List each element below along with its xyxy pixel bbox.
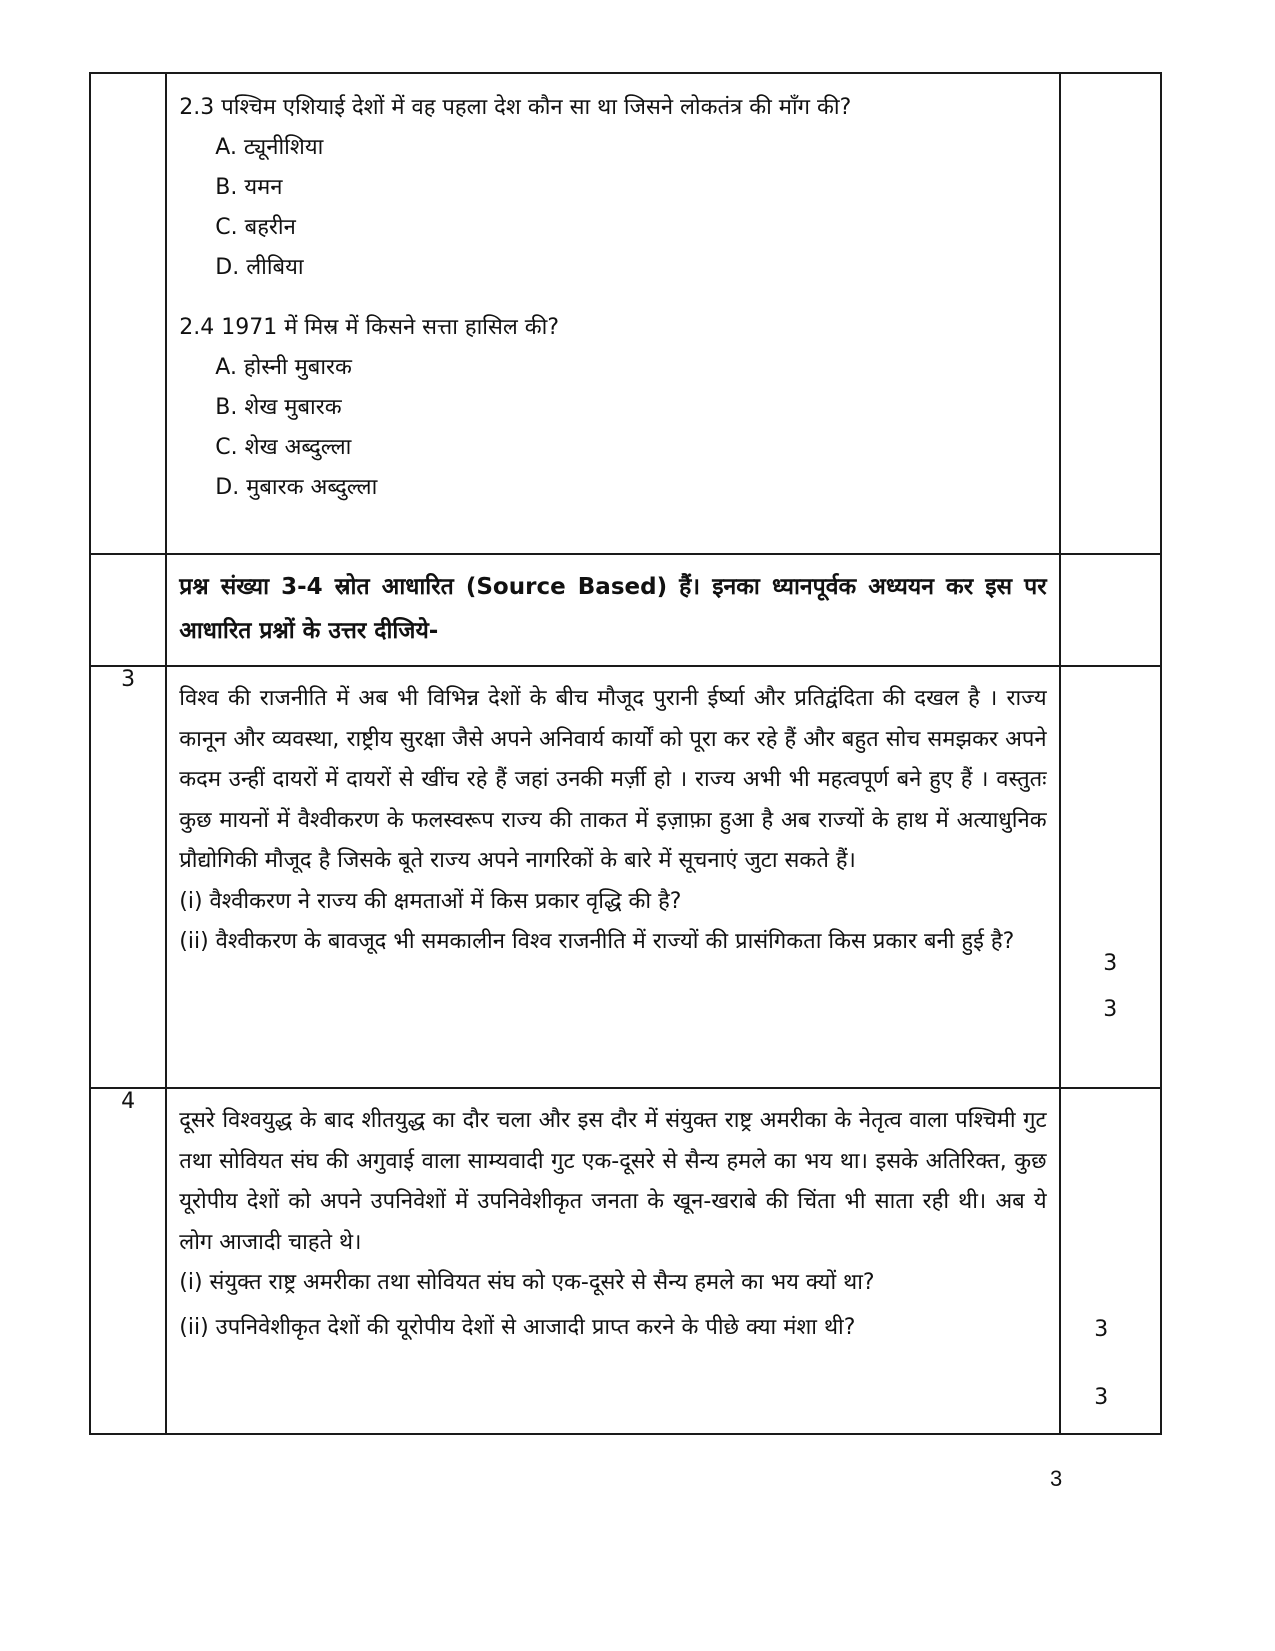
q2-4-option-c: C. शेख अब्दुल्ला [215, 435, 352, 460]
source-passage-4: दूसरे विश्वयुद्ध के बाद शीतयुद्ध का दौर चला और इस दौर में संयुक्त राष्ट्र अमरीका के नेतृत्व वाला पश्चिमी गुट तथा सोवियत संघ की अगुवाई वाला साम्यवादी गुट एक-दूसरे से सैन्य हमले का भय था। इसके अतिरिक्त, कुछ यूरोपीय देशों को अपने उपनिवेशों में उपनिवेशीकृत जनता के खून-खराबे की चिंता भी साता रही थी। अब ये लोग आजादी चाहते थे। [179, 1108, 1047, 1255]
question-4-row [90, 1088, 1161, 1434]
q3-marks-2: 3 [1103, 997, 1118, 1022]
marks-cell [1060, 1088, 1161, 1434]
marks-cell [1060, 554, 1161, 666]
question-number: 4 [90, 1088, 166, 1434]
section-heading: प्रश्न संख्या 3-4 स्रोत आधारित (Source Based) हैं। इनका ध्यानपूर्वक अध्ययन कर इस पर आधारित प्रश्नों के उत्तर दीजिये- [179, 574, 1047, 644]
question-3-content [166, 666, 1059, 1088]
question-number: 3 [90, 666, 166, 1088]
mcq-content-cell [166, 73, 1059, 554]
q4-marks-2: 3 [1094, 1385, 1109, 1410]
mcq-row [90, 73, 1161, 554]
q2-4-option-a: A. होस्नी मुबारक [215, 355, 352, 380]
question-number-cell [90, 554, 166, 666]
q2-3-option-c: C. बहरीन [215, 215, 296, 240]
q2-3-option-a: A. ट्यूनीशिया [215, 135, 324, 160]
section-heading-cell [166, 554, 1059, 666]
q2-4-option-b: B. शेख मुबारक [215, 395, 342, 420]
marks-cell [1060, 73, 1161, 554]
q4-sub-question-2: (ii) उपनिवेशीकृत देशों की यूरोपीय देशों से आजादी प्राप्त करने के पीछे क्या मंशा थी? [179, 1314, 856, 1340]
section-heading-row [90, 554, 1161, 666]
page-number: 3 [1050, 1466, 1063, 1491]
marks-cell [1060, 666, 1161, 1088]
question-2-3-text: 2.3 पश्चिम एशियाई देशों में वह पहला देश कौन सा था जिसने लोकतंत्र की माँग की? [179, 95, 852, 120]
question-number-cell [90, 73, 166, 554]
q4-sub-question-1: (i) संयुक्त राष्ट्र अमरीका तथा सोवियत संघ को एक-दूसरे से सैन्य हमले का भय क्यों था? [179, 1270, 875, 1295]
question-3-row [90, 666, 1161, 1088]
q4-marks-1: 3 [1094, 1317, 1109, 1342]
q3-sub-question-1: (i) वैश्वीकरण ने राज्य की क्षमताओं में किस प्रकार वृद्धि की है? [179, 888, 682, 914]
question-2-4-text: 2.4 1971 में मिस्र में किसने सत्ता हासिल की? [179, 315, 560, 340]
q2-3-option-b: B. यमन [215, 175, 283, 200]
q2-4-option-d: D. मुबारक अब्दुल्ला [215, 475, 378, 500]
q3-marks-1: 3 [1103, 951, 1118, 976]
source-passage-3: विश्व की राजनीति में अब भी विभिन्न देशों के बीच मौजूद पुरानी ईर्ष्या और प्रतिद्वंदिता की दखल है । राज्य कानून और व्यवस्था, राष्ट्रीय सुरक्षा जैसे अपने अनिवार्य कार्यों को पूरा कर रहे हैं और बहुत सोच समझकर अपने कदम उन्हीं दायरों में दायरों से खींच रहे हैं जहां उनकी मर्ज़ी हो । राज्य अभी भी महत्वपूर्ण बने हुए हैं । वस्तुतः कुछ मायनों में वैश्वीकरण के फलस्वरूप राज्य की ताकत में इज़ाफ़ा हुआ है अब राज्यों के हाथ में अत्याधुनिक प्रौद्योगिकी मौजूद है जिसके बूते राज्य अपने नागरिकों के बारे में सूचनाएं जुटा सकते हैं। [179, 686, 1047, 873]
question-table [89, 72, 1162, 1435]
q3-sub-question-2: (ii) वैश्वीकरण के बावजूद भी समकालीन विश्व राजनीति में राज्यों की प्रासंगिकता किस प्रकार बनी हुई है? [179, 929, 1015, 954]
question-4-content [166, 1088, 1059, 1434]
q2-3-option-d: D. लीबिया [215, 255, 304, 280]
